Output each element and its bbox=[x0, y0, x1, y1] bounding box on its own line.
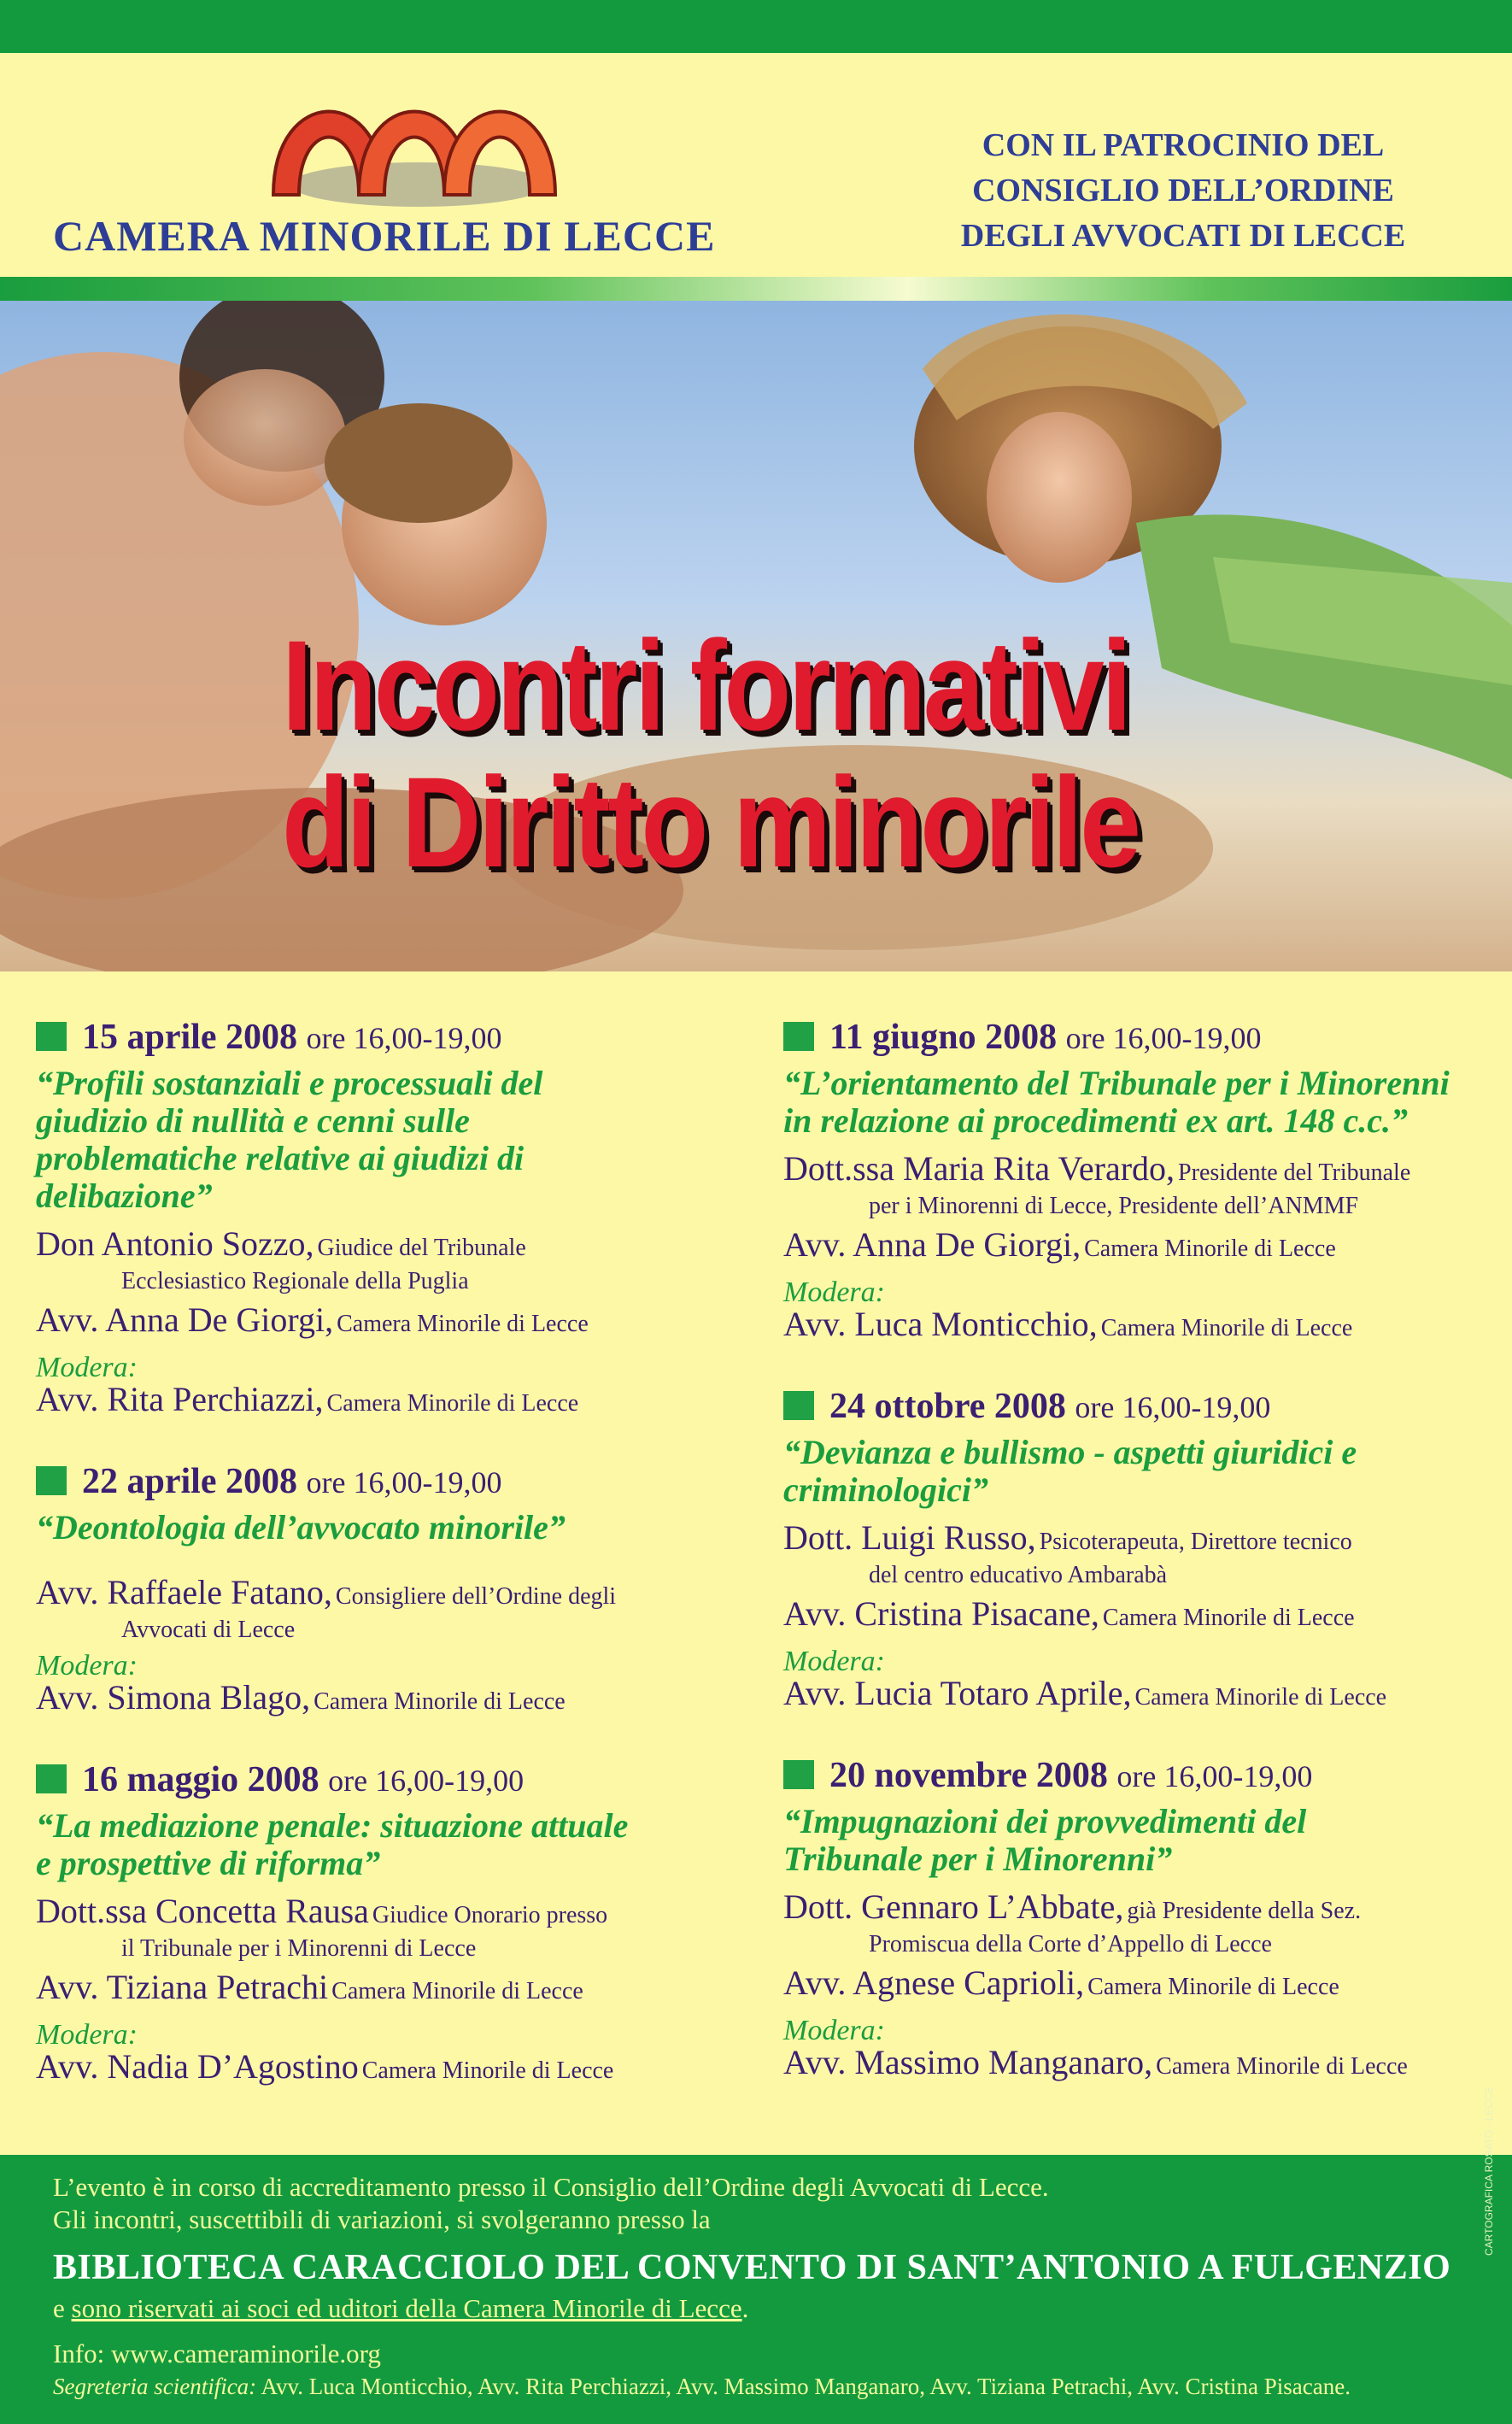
moderator-label: Modera: bbox=[783, 1277, 885, 1308]
speaker: Avv. Cristina Pisacane, Camera Minorile di Lecce bbox=[783, 1594, 1355, 1633]
venue-name: BIBLIOTECA CARACCIOLO DEL CONVENTO DI SANT’ANTONIO A FULGENZIO bbox=[53, 2248, 1451, 2287]
moderator-label: Modera: bbox=[36, 1650, 138, 1682]
event-title: “Deontologia dell’avvocato minorile” bbox=[36, 1508, 566, 1547]
green-square-icon bbox=[783, 1022, 814, 1051]
patronage-line: CONSIGLIO DELL’ORDINE bbox=[972, 173, 1394, 208]
event bbox=[783, 1752, 1512, 2087]
event bbox=[783, 1383, 1512, 1718]
green-square-icon bbox=[783, 1391, 814, 1420]
event-title: “Impugnazioni dei provvedimenti del Tribunale per i Minorenni” bbox=[783, 1802, 1307, 1878]
speaker: Avv. Raffaele Fatano, Consigliere dell’Ordine degli Avvocati di Lecce bbox=[36, 1573, 617, 1643]
speaker: Dott.ssa Concetta Rausa Giudice Onorario presso il Tribunale per i Minorenni di Lecce bbox=[36, 1892, 608, 1962]
moderator-label: Modera: bbox=[36, 1352, 138, 1383]
event bbox=[783, 1014, 1512, 1349]
event-title: “L’orientamento del Tribunale per i Minorenni in relazione ai procedimenti ex art. 148 c.c.” bbox=[783, 1064, 1450, 1140]
moderator: Avv. Massimo Manganaro, Camera Minorile di Lecce bbox=[783, 2043, 1408, 2081]
event bbox=[36, 1459, 771, 1723]
event-date: 22 aprile 2008 ore 16,00-19,00 bbox=[36, 1459, 771, 1505]
moderator: Avv. Nadia D’Agostino Camera Minorile di Lecce bbox=[36, 2047, 614, 2086]
info-link[interactable]: Info: www.cameraminorile.org bbox=[53, 2339, 381, 2368]
gradient-divider bbox=[0, 277, 1512, 301]
moderator: Avv. Lucia Totaro Aprile, Camera Minorile di Lecce bbox=[783, 1674, 1387, 1712]
title-line-2: di Diritto minorile bbox=[282, 750, 1139, 894]
family-photo bbox=[0, 301, 1512, 971]
venue-intro-text: Gli incontri, suscettibili di variazioni, si svolgeranno presso la bbox=[53, 2204, 711, 2234]
printer-credit: CARTOGRAFICA ROSATO - LECCE bbox=[1483, 2087, 1495, 2256]
title-line-1: Incontri formativi bbox=[282, 613, 1129, 757]
moderator-label: Modera: bbox=[783, 2015, 885, 2046]
speaker: Don Antonio Sozzo, Giudice del Tribunale Ecclesiastico Regionale della Puglia bbox=[36, 1224, 526, 1294]
event bbox=[36, 1757, 771, 2092]
camera-minorile-logo bbox=[256, 75, 581, 216]
event-date: 20 novembre 2008 ore 16,00-19,00 bbox=[783, 1752, 1512, 1799]
speaker: Avv. Tiziana Petrachi Camera Minorile di Lecce bbox=[36, 1968, 583, 2006]
speaker: Avv. Anna De Giorgi, Camera Minorile di Lecce bbox=[36, 1300, 589, 1339]
org-name: CAMERA MINORILE DI LECCE bbox=[53, 212, 716, 260]
events-column-left bbox=[36, 1014, 771, 2126]
patronage-line: CON IL PATROCINIO DEL bbox=[982, 127, 1385, 163]
top-green-bar bbox=[0, 0, 1512, 53]
speaker: Dott. Luigi Russo, Psicoterapeuta, Direttore tecnico del centro educativo Ambarabà bbox=[783, 1518, 1352, 1588]
moderator-label: Modera: bbox=[36, 2019, 138, 2051]
secretariat-text: Segreteria scientifica: Avv. Luca Monticchio, Avv. Rita Perchiazzi, Avv. Massimo Manganaro, Avv. Tiziana Petrachi, Avv. Cristina Pisacane. bbox=[53, 2374, 1351, 2399]
green-square-icon bbox=[36, 1466, 67, 1495]
accreditation-text: L’evento è in corso di accreditamento presso il Consiglio dell’Ordine degli Avvocati di Lecce. bbox=[53, 2172, 1049, 2202]
patronage-text bbox=[923, 123, 1444, 259]
speaker: Dott.ssa Maria Rita Verardo, Presidente del Tribunale per i Minorenni di Lecce, Presidente dell’ANMMF bbox=[783, 1149, 1411, 1219]
speaker: Dott. Gennaro L’Abbate, già Presidente della Sez. Promiscua della Corte d’Appello di Lecce bbox=[783, 1887, 1362, 1957]
green-square-icon bbox=[36, 1764, 67, 1793]
footer bbox=[0, 2155, 1512, 2424]
moderator: Avv. Simona Blago, Camera Minorile di Lecce bbox=[36, 1678, 566, 1717]
event-title: “Devianza e bullismo - aspetti giuridici e criminologici” bbox=[783, 1433, 1357, 1509]
moderator: Avv. Luca Monticchio, Camera Minorile di Lecce bbox=[783, 1305, 1353, 1343]
event-date: 11 giugno 2008 ore 16,00-19,00 bbox=[783, 1014, 1512, 1061]
event-title: “Profili sostanziali e processuali del giudizio di nullità e cenni sulle problematiche relative ai giudizi di delibazione” bbox=[36, 1064, 543, 1215]
header bbox=[0, 53, 1512, 277]
green-square-icon bbox=[36, 1022, 67, 1051]
moderator: Avv. Rita Perchiazzi, Camera Minorile di Lecce bbox=[36, 1380, 579, 1418]
speaker: Avv. Agnese Caprioli, Camera Minorile di Lecce bbox=[783, 1963, 1339, 2002]
events-column-right bbox=[783, 1014, 1512, 2122]
poster-title bbox=[282, 613, 1325, 894]
moderator-label: Modera: bbox=[783, 1646, 885, 1677]
events-section bbox=[0, 971, 1512, 2155]
event-date: 24 ottobre 2008 ore 16,00-19,00 bbox=[783, 1383, 1512, 1430]
event-date: 15 aprile 2008 ore 16,00-19,00 bbox=[36, 1014, 771, 1061]
speaker: Avv. Anna De Giorgi, Camera Minorile di Lecce bbox=[783, 1225, 1336, 1264]
reservation-text: e sono riservati ai soci ed uditori della Camera Minorile di Lecce. bbox=[53, 2293, 749, 2323]
patronage-line: DEGLI AVVOCATI DI LECCE bbox=[960, 218, 1406, 254]
green-square-icon bbox=[783, 1760, 814, 1789]
event bbox=[36, 1014, 771, 1424]
event-title: “La mediazione penale: situazione attuale e prospettive di riforma” bbox=[36, 1806, 629, 1882]
event-date: 16 maggio 2008 ore 16,00-19,00 bbox=[36, 1757, 771, 1804]
